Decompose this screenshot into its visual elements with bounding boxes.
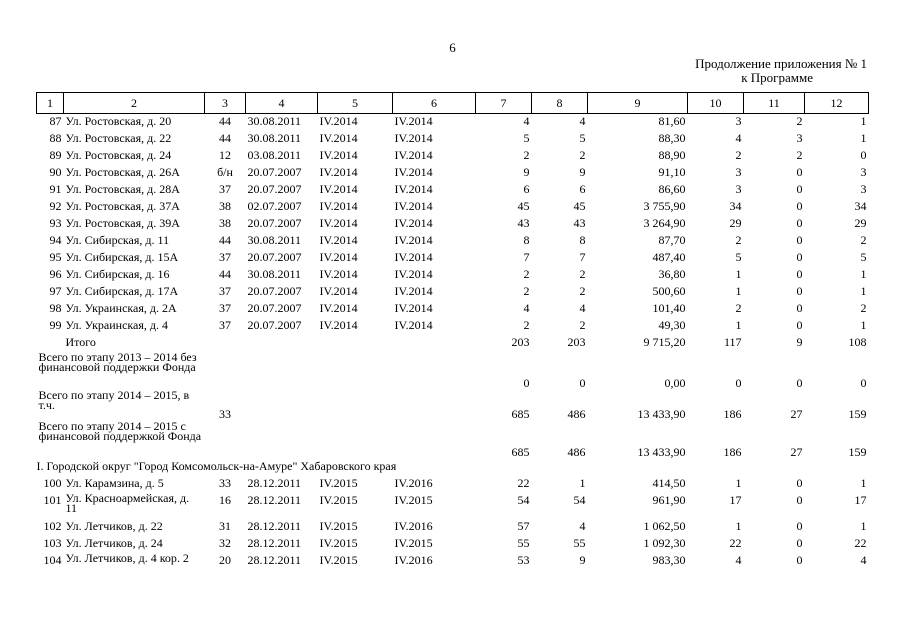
table-cell: 0 — [796, 284, 803, 298]
table-cell: 45 — [573, 199, 586, 213]
table-cell: 2 — [796, 148, 803, 162]
table-cell: 20.07.2007 — [247, 182, 302, 196]
table-cell: 93 — [49, 216, 62, 230]
table-cell: б/н — [217, 165, 233, 179]
table-row — [37, 284, 869, 301]
table-cell: IV.2015 — [319, 519, 358, 533]
table-cell: 34 — [854, 199, 867, 213]
summary-cell — [246, 352, 318, 390]
table-cell: 2 — [796, 114, 803, 128]
table-cell: 487,40 — [652, 250, 686, 264]
summary-cell: 159 — [848, 407, 867, 421]
table-cell: 22 — [854, 536, 867, 550]
summary-cell: 685 — [511, 407, 530, 421]
table-row — [37, 148, 869, 165]
table-cell — [393, 335, 476, 352]
table-cell: 101 — [43, 493, 62, 507]
table-cell: 20.07.2007 — [247, 250, 302, 264]
table-cell: IV.2016 — [394, 553, 433, 567]
table-cell: 8 — [579, 233, 586, 247]
table-cell: 3 — [860, 165, 867, 179]
table-cell: IV.2014 — [394, 131, 433, 145]
table-cell: 38 — [219, 199, 231, 213]
table-cell: 97 — [49, 284, 62, 298]
table-cell: Ул. Сибирская, д. 17А — [65, 284, 179, 298]
table-cell: 20.07.2007 — [247, 165, 302, 179]
table-cell: 2 — [860, 301, 867, 315]
table-cell: 1 — [735, 284, 742, 298]
table-cell: IV.2014 — [394, 165, 433, 179]
summary-cell — [318, 352, 393, 390]
summary-cell: 0,00 — [664, 376, 686, 390]
table-cell: IV.2014 — [319, 216, 358, 230]
table-cell: IV.2014 — [394, 182, 433, 196]
table-cell: 22 — [729, 536, 742, 550]
summary-cell — [318, 421, 393, 459]
continuation-line-2: к Программе — [741, 70, 813, 85]
summary-cell — [393, 352, 476, 390]
table-cell: 1 092,30 — [643, 536, 686, 550]
table-cell: 3 264,90 — [643, 216, 686, 230]
table-cell: IV.2014 — [394, 114, 433, 128]
table-row — [37, 182, 869, 199]
table-cell: Ул. Ростовская, д. 37А — [65, 199, 180, 213]
table-cell: Ул. Ростовская, д. 20 — [65, 114, 172, 128]
summary-cell: 0 — [735, 376, 742, 390]
table-cell: 43 — [517, 216, 530, 230]
table-cell: 108 — [848, 335, 867, 349]
table-cell: 22 — [517, 476, 530, 490]
table-cell: 1 — [860, 476, 867, 490]
table-cell: 89 — [49, 148, 62, 162]
header-cell: 3 — [205, 93, 246, 114]
table-cell: 37 — [219, 318, 231, 332]
table-cell: 2 — [579, 318, 586, 332]
table-cell: 4 — [579, 114, 586, 128]
table-cell: IV.2014 — [319, 114, 358, 128]
table-cell: 0 — [796, 267, 803, 281]
table-cell: IV.2015 — [319, 553, 358, 567]
table-row — [37, 233, 869, 250]
table-cell: 7 — [579, 250, 586, 264]
table-cell: 0 — [796, 536, 803, 550]
table-cell: 9 715,20 — [643, 335, 686, 349]
table-cell: Ул. Ростовская, д. 28А — [65, 182, 180, 196]
table-cell: IV.2014 — [319, 199, 358, 213]
table-cell: 28.12.2011 — [247, 476, 302, 490]
table-cell: Ул. Ростовская, д. 24 — [65, 148, 172, 162]
table-cell: 1 — [860, 284, 867, 298]
table-cell: 100 — [43, 476, 62, 490]
table-cell: IV.2016 — [394, 519, 433, 533]
table-cell: 02.07.2007 — [247, 199, 302, 213]
table-cell: 57 — [517, 519, 530, 533]
table-cell: 98 — [49, 301, 62, 315]
header-cell: 9 — [588, 93, 688, 114]
table-cell: IV.2014 — [394, 148, 433, 162]
section-title-row — [37, 459, 869, 476]
table-row — [37, 553, 869, 579]
table-cell: 203 — [567, 335, 586, 349]
table-cell: 4 — [523, 301, 530, 315]
table-cell: 104 — [43, 553, 62, 567]
table-cell: IV.2014 — [319, 131, 358, 145]
table-cell: 5 — [579, 131, 586, 145]
table-cell: 4 — [735, 131, 742, 145]
table-cell: 3 755,90 — [643, 199, 686, 213]
table-cell: 414,50 — [652, 476, 686, 490]
table-cell: 0 — [796, 216, 803, 230]
table-cell: Ул. Летчиков, д. 4 кор. 2 — [65, 551, 189, 565]
table-cell: 4 — [735, 553, 742, 567]
header-cell: 5 — [318, 93, 393, 114]
table-cell: Ул. Ростовская, д. 22 — [65, 131, 172, 145]
table-row — [37, 114, 869, 132]
summary-row — [37, 390, 869, 421]
table-cell: IV.2014 — [394, 199, 433, 213]
table-row — [37, 519, 869, 536]
table-cell: Ул. Ростовская, д. 26А — [65, 165, 180, 179]
table-cell: 33 — [219, 476, 231, 490]
table-cell: 28.12.2011 — [247, 553, 302, 567]
table-cell: IV.2014 — [394, 250, 433, 264]
table-cell: 86,60 — [658, 182, 686, 196]
table-cell: 55 — [573, 536, 586, 550]
summary-cell: 685 — [511, 445, 530, 459]
table-cell: 88,30 — [658, 131, 686, 145]
table-cell: 29 — [854, 216, 867, 230]
table-cell: IV.2014 — [394, 301, 433, 315]
table-cell: 5 — [860, 250, 867, 264]
table-cell: 31 — [219, 519, 231, 533]
continuation-line-1: Продолжение приложения № 1 — [695, 56, 867, 71]
table-cell: 20.07.2007 — [247, 318, 302, 332]
table-cell: 3 — [860, 182, 867, 196]
summary-cell: 486 — [567, 407, 586, 421]
table-cell: IV.2014 — [394, 284, 433, 298]
summary-cell: 0 — [579, 376, 586, 390]
table-cell: 87 — [49, 114, 62, 128]
table-cell: 2 — [735, 148, 742, 162]
table-cell: Ул. Украинская, д. 4 — [65, 318, 168, 332]
summary-cell — [205, 421, 246, 459]
table-cell: 9 — [579, 553, 586, 567]
table-cell: IV.2014 — [319, 318, 358, 332]
table-row — [37, 267, 869, 284]
header-cell: 4 — [246, 93, 318, 114]
table-row — [37, 199, 869, 216]
summary-cell: 27 — [790, 407, 803, 421]
table-cell: 91,10 — [658, 165, 686, 179]
header-cell: 1 — [37, 93, 64, 114]
table-cell: IV.2014 — [319, 233, 358, 247]
table-cell: 45 — [517, 199, 530, 213]
table-cell: 03.08.2011 — [247, 148, 302, 162]
table-cell: 2 — [735, 301, 742, 315]
table-cell: 102 — [43, 519, 62, 533]
table-cell: IV.2014 — [394, 267, 433, 281]
table-cell: 20 — [219, 553, 231, 567]
table-cell: 54 — [517, 493, 530, 507]
table-cell: IV.2014 — [394, 216, 433, 230]
table-cell: 16 — [219, 493, 231, 507]
table-cell: IV.2014 — [319, 301, 358, 315]
table-cell: 9 — [579, 165, 586, 179]
table-cell: 2 — [735, 233, 742, 247]
table-cell: 30.08.2011 — [247, 233, 302, 247]
table-cell: 9 — [523, 165, 530, 179]
table-cell — [318, 335, 393, 352]
summary-label: Всего по этапу 2013 – 2014 без финансовой поддержки Фонда — [38, 350, 197, 374]
table-cell: 0 — [796, 553, 803, 567]
table-cell: 4 — [579, 519, 586, 533]
table-cell: 103 — [43, 536, 62, 550]
table-cell: 49,30 — [658, 318, 686, 332]
table-cell: 37 — [219, 182, 231, 196]
table-cell: 3 — [735, 114, 742, 128]
table-cell: 30.08.2011 — [247, 267, 302, 281]
table-cell: 9 — [796, 335, 803, 349]
table-cell: 20.07.2007 — [247, 284, 302, 298]
table-cell: 53 — [517, 553, 530, 567]
table-cell: IV.2015 — [319, 476, 358, 490]
summary-label: Всего по этапу 2014 – 2015, в т.ч. — [38, 388, 190, 412]
table-row — [37, 216, 869, 233]
table-cell: IV.2016 — [394, 476, 433, 490]
table-cell: IV.2015 — [394, 493, 433, 507]
table-cell: 3 — [735, 182, 742, 196]
table-cell: 91 — [49, 182, 62, 196]
header-cell: 7 — [476, 93, 532, 114]
summary-cell — [246, 421, 318, 459]
table-cell: IV.2014 — [319, 267, 358, 281]
table-cell: Ул. Ростовская, д. 39А — [65, 216, 180, 230]
table-cell — [246, 335, 318, 352]
table-cell: 88 — [49, 131, 62, 145]
table-cell: 4 — [860, 553, 867, 567]
table-cell: 44 — [219, 267, 231, 281]
table-cell: 2 — [579, 148, 586, 162]
table-cell: 92 — [49, 199, 62, 213]
table-cell: 5 — [735, 250, 742, 264]
table-cell: 20.07.2007 — [247, 301, 302, 315]
summary-cell — [205, 352, 246, 390]
table-cell: Ул. Карамзина, д. 5 — [65, 476, 164, 490]
table-cell: 0 — [860, 148, 867, 162]
table-cell: 0 — [796, 199, 803, 213]
table-cell: 1 — [860, 114, 867, 128]
header-cell: 12 — [805, 93, 869, 114]
table-cell — [205, 335, 246, 352]
table-cell: 2 — [860, 233, 867, 247]
table-cell: IV.2015 — [394, 536, 433, 550]
table-cell: 87,70 — [658, 233, 686, 247]
table-cell: 54 — [573, 493, 586, 507]
table-cell: 2 — [523, 318, 530, 332]
table-cell: 0 — [796, 233, 803, 247]
table-cell: 0 — [796, 318, 803, 332]
table-cell: 3 — [735, 165, 742, 179]
summary-cell — [318, 390, 393, 421]
table-cell: 12 — [219, 148, 231, 162]
table-cell: 500,60 — [652, 284, 686, 298]
table-cell: Ул. Летчиков, д. 24 — [65, 536, 163, 550]
summary-cell: 27 — [790, 445, 803, 459]
table-cell: 203 — [511, 335, 530, 349]
table-cell: Ул. Сибирская, д. 16 — [65, 267, 170, 281]
table-cell: 6 — [579, 182, 586, 196]
table-cell: 2 — [579, 267, 586, 281]
table-cell: 2 — [579, 284, 586, 298]
table-cell: 4 — [523, 114, 530, 128]
table-cell: IV.2014 — [394, 233, 433, 247]
table-cell: IV.2015 — [319, 536, 358, 550]
table-cell: 1 — [860, 267, 867, 281]
summary-cell: 159 — [848, 445, 867, 459]
table-cell: 20.07.2007 — [247, 216, 302, 230]
summary-cell: 13 433,90 — [637, 407, 686, 421]
table-cell: 1 062,50 — [643, 519, 686, 533]
summary-cell: 0 — [860, 376, 867, 390]
summary-cell: 0 — [796, 376, 803, 390]
table-cell: 37 — [219, 250, 231, 264]
table-cell: 44 — [219, 233, 231, 247]
table-cell: 4 — [579, 301, 586, 315]
summary-cell: 0 — [523, 376, 530, 390]
table-cell: 99 — [49, 318, 62, 332]
table-cell: 29 — [729, 216, 742, 230]
table-cell: 28.12.2011 — [247, 519, 302, 533]
summary-cell — [393, 390, 476, 421]
table-cell: 2 — [523, 148, 530, 162]
table-cell: 117 — [723, 335, 742, 349]
table-cell: 30.08.2011 — [247, 131, 302, 145]
table-cell: Ул. Красноармейская, д. 11 — [65, 491, 190, 515]
table-cell: IV.2014 — [319, 182, 358, 196]
table-cell: 17 — [729, 493, 742, 507]
page-number: 6 — [449, 40, 456, 55]
table-cell: 88,90 — [658, 148, 686, 162]
table-cell: 55 — [517, 536, 530, 550]
header-cell: 6 — [393, 93, 476, 114]
table-cell: IV.2014 — [319, 148, 358, 162]
table-cell: 2 — [523, 284, 530, 298]
table-cell: Ул. Сибирская, д. 11 — [65, 233, 170, 247]
table-cell: 1 — [735, 476, 742, 490]
summary-cell: 13 433,90 — [637, 445, 686, 459]
table-cell: 0 — [796, 182, 803, 196]
table-cell: Ул. Летчиков, д. 22 — [65, 519, 163, 533]
header-row — [37, 93, 869, 114]
table-cell: 2 — [523, 267, 530, 281]
table-cell: 0 — [796, 250, 803, 264]
table-row — [37, 165, 869, 182]
table-cell: 8 — [523, 233, 530, 247]
summary-cell: 486 — [567, 445, 586, 459]
table-cell: 1 — [735, 318, 742, 332]
table-row — [37, 493, 869, 519]
table-cell: 37 — [219, 301, 231, 315]
table-cell: 43 — [573, 216, 586, 230]
summary-row — [37, 421, 869, 459]
table-cell: 0 — [796, 301, 803, 315]
table-cell: Ул. Украинская, д. 2А — [65, 301, 177, 315]
table-cell: 7 — [523, 250, 530, 264]
table-cell: 3 — [796, 131, 803, 145]
itogo-label: Итого — [65, 335, 96, 349]
header-cell: 2 — [64, 93, 205, 114]
table-cell: 28.12.2011 — [247, 536, 302, 550]
table-cell: 1 — [579, 476, 586, 490]
summary-label: Всего по этапу 2014 – 2015 с финансовой поддержкой Фонда — [38, 419, 202, 443]
table-cell: 961,90 — [652, 493, 686, 507]
header-cell: 11 — [744, 93, 805, 114]
table-cell: 28.12.2011 — [247, 493, 302, 507]
table-cell: IV.2015 — [319, 493, 358, 507]
table-cell: 0 — [796, 476, 803, 490]
table-cell: 101,40 — [652, 301, 686, 315]
table-cell: 36,80 — [658, 267, 686, 281]
table-cell: IV.2014 — [319, 250, 358, 264]
table-row — [37, 131, 869, 148]
table-row — [37, 250, 869, 267]
summary-cell — [393, 421, 476, 459]
table-row — [37, 318, 869, 335]
table-cell: 5 — [523, 131, 530, 145]
table-cell: 81,60 — [658, 114, 686, 128]
table-cell: 90 — [49, 165, 62, 179]
table-cell: 94 — [49, 233, 62, 247]
header-cell: 10 — [688, 93, 744, 114]
program-table — [36, 92, 869, 579]
table-cell: 0 — [796, 519, 803, 533]
summary-cell: 33 — [219, 407, 231, 421]
table-cell: 1 — [735, 519, 742, 533]
table-cell: 44 — [219, 114, 231, 128]
table-cell: IV.2014 — [319, 165, 358, 179]
summary-cell: 186 — [723, 407, 742, 421]
table-cell: 96 — [49, 267, 62, 281]
table-cell: 34 — [729, 199, 742, 213]
table-cell: 983,30 — [652, 553, 686, 567]
table-cell: 17 — [854, 493, 867, 507]
table-cell: 95 — [49, 250, 62, 264]
table-cell: 38 — [219, 216, 231, 230]
table-cell: 0 — [796, 165, 803, 179]
table-cell: 1 — [860, 318, 867, 332]
summary-cell — [246, 390, 318, 421]
table-cell: IV.2014 — [319, 284, 358, 298]
summary-row — [37, 352, 869, 390]
section-title: I. Городской округ "Город Комсомольск-на-Амуре" Хабаровского края — [36, 459, 397, 473]
table-cell: 32 — [219, 536, 231, 550]
table-cell: 44 — [219, 131, 231, 145]
table-cell: 1 — [860, 131, 867, 145]
table-cell: IV.2014 — [394, 318, 433, 332]
table-cell: 37 — [219, 284, 231, 298]
table-cell: Ул. Сибирская, д. 15А — [65, 250, 179, 264]
table-cell: 6 — [523, 182, 530, 196]
summary-cell: 186 — [723, 445, 742, 459]
table-cell: 1 — [735, 267, 742, 281]
table-cell: 0 — [796, 493, 803, 507]
table-cell: 1 — [860, 519, 867, 533]
table-cell: 30.08.2011 — [247, 114, 302, 128]
table-row — [37, 301, 869, 318]
header-cell: 8 — [532, 93, 588, 114]
